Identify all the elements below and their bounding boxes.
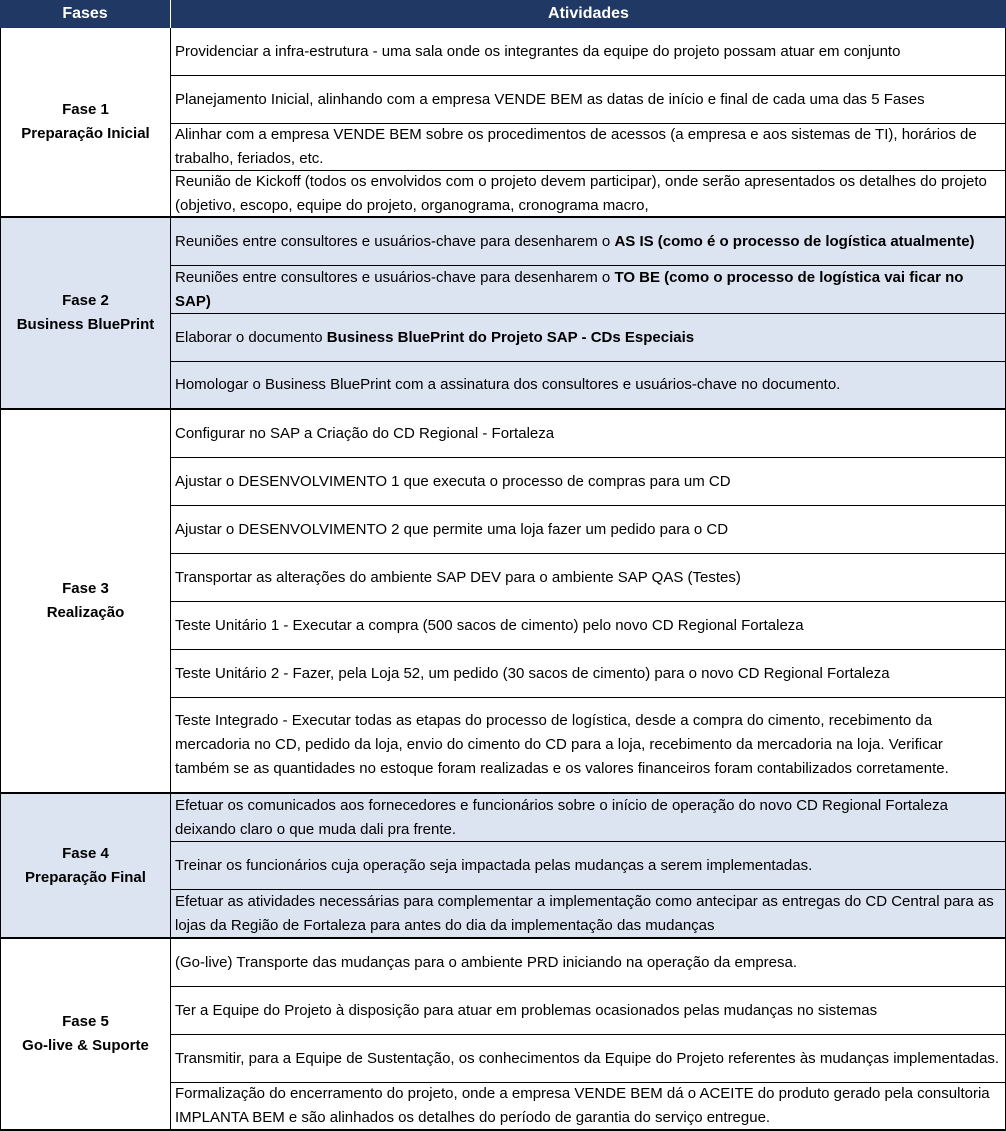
activity-text: Efetuar as atividades necessárias para complementar a implementação como antecipar as entregas do CD Central para as lojas da Região de Fortaleza para antes do dia da implementação das mudanças xyxy=(175,892,994,934)
phase-1-cell xyxy=(0,28,171,218)
phase-2-name: Fase 2 xyxy=(62,292,109,309)
activity-text: Configurar no SAP a Criação do CD Regional - Fortaleza xyxy=(175,424,555,442)
phase-4-cell xyxy=(0,794,171,939)
phase-5-subtitle: Go-live & Suporte xyxy=(22,1037,149,1054)
activity-row xyxy=(171,939,1006,987)
activity-text xyxy=(175,230,975,254)
phase-3-cell xyxy=(0,410,171,794)
header-atividades: Atividades xyxy=(171,0,1006,28)
activity-text: Reunião de Kickoff (todos os envolvidos com o projeto devem participar), onde serão apresentados os detalhes do projeto (objetivo, escopo, equipe do projeto, organograma, cronograma macro, xyxy=(175,172,987,214)
activity-text: Homologar o Business BluePrint com a assinatura dos consultores e usuários-chave no documento. xyxy=(175,376,841,393)
activity-row xyxy=(171,171,1006,218)
activity-text: Transmitir, para a Equipe de Sustentação, os conhecimentos da Equipe do Projeto referentes às mudanças implementadas. xyxy=(175,1049,1000,1067)
activity-text: Planejamento Inicial, alinhando com a empresa VENDE BEM as datas de início e final de cada uma das 5 Fases xyxy=(175,90,925,108)
activity-row xyxy=(171,76,1006,124)
phase-2-subtitle: Business BluePrint xyxy=(16,316,155,333)
activity-text-plain: Reuniões entre consultores e usuários-chave para desenharem o xyxy=(175,268,615,286)
activity-text: Ajustar o DESENVOLVIMENTO 1 que executa o processo de compras para um CD xyxy=(175,472,731,490)
activity-row xyxy=(171,698,1006,794)
phase-5-cell xyxy=(0,939,171,1131)
activity-row xyxy=(171,554,1006,602)
activity-text-plain: Reuniões entre consultores e usuários-chave para desenharem o xyxy=(175,232,615,250)
activity-text-bold: TO BE (como o processo de logística vai ficar no SAP) xyxy=(175,268,964,310)
activity-row xyxy=(171,410,1006,458)
activity-row xyxy=(171,266,1006,314)
activity-row xyxy=(171,1083,1006,1131)
phase-2-cell xyxy=(0,218,171,410)
activity-text: Teste Unitário 2 - Fazer, pela Loja 52, um pedido (30 sacos de cimento) para o novo CD Regional Fortaleza xyxy=(175,664,890,682)
activity-text: Efetuar os comunicados aos fornecedores e funcionários sobre o início de operação do novo CD Regional Fortaleza deixando claro o que muda dali pra frente. xyxy=(175,796,948,838)
header-fases: Fases xyxy=(0,0,171,28)
activity-text: Teste Integrado - Executar todas as etapas do processo de logística, desde a compra do cimento, recebimento da mercadoria no CD, pedido da loja, envio do cimento do CD para a loja, recebimento da mercadoria na loja. Verificar também se as quantidades no estoque foram realizadas e os valores financeiros foram contabilizados corretamente. xyxy=(175,712,949,777)
activity-text: Alinhar com a empresa VENDE BEM sobre os procedimentos de acessos (a empresa e aos sistemas de TI), horários de trabalho, feriados, etc. xyxy=(175,126,977,167)
activity-text: Formalização do encerramento do projeto, onde a empresa VENDE BEM dá o ACEITE do produto gerado pela consultoria IMPLANTA BEM e são alinhados os detalhes do período de garantia do serviço entregue. xyxy=(175,1085,990,1126)
activity-text xyxy=(175,266,1001,314)
activity-row xyxy=(171,124,1006,171)
activity-row xyxy=(171,314,1006,362)
phase-4-subtitle: Preparação Final xyxy=(25,868,146,886)
activity-text xyxy=(175,326,694,350)
activity-text: Ajustar o DESENVOLVIMENTO 2 que permite uma loja fazer um pedido para o CD xyxy=(175,520,729,538)
phase-1-name: Fase 1 xyxy=(62,101,109,118)
activity-row xyxy=(171,362,1006,410)
activity-text: (Go-live) Transporte das mudanças para o ambiente PRD iniciando na operação da empresa. xyxy=(175,953,798,971)
phase-5-name: Fase 5 xyxy=(62,1013,109,1030)
activity-text: Providenciar a infra-estrutura - uma sala onde os integrantes da equipe do projeto possam atuar em conjunto xyxy=(175,42,901,60)
activity-text: Treinar os funcionários cuja operação seja impactada pelas mudanças a serem implementadas. xyxy=(175,856,813,874)
activity-row xyxy=(171,650,1006,698)
activity-row xyxy=(171,842,1006,890)
activity-text: Ter a Equipe do Projeto à disposição para atuar em problemas ocasionados pelas mudanças no sistemas xyxy=(175,1001,878,1019)
activity-row xyxy=(171,28,1006,76)
activity-row xyxy=(171,1035,1006,1083)
phase-4-name: Fase 4 xyxy=(62,844,109,862)
activity-text-bold: AS IS (como é o processo de logística atualmente) xyxy=(614,232,975,250)
phase-3-subtitle: Realização xyxy=(46,604,125,621)
phase-3-name: Fase 3 xyxy=(62,580,109,597)
activity-row xyxy=(171,506,1006,554)
activity-row xyxy=(171,987,1006,1035)
activity-row xyxy=(171,218,1006,266)
activity-row xyxy=(171,602,1006,650)
activity-text-plain: Elaborar o documento xyxy=(175,328,327,346)
activity-row xyxy=(171,458,1006,506)
activity-row xyxy=(171,890,1006,939)
activity-text: Transportar as alterações do ambiente SAP DEV para o ambiente SAP QAS (Testes) xyxy=(175,568,741,586)
activity-row xyxy=(171,794,1006,842)
activity-text: Teste Unitário 1 - Executar a compra (500 sacos de cimento) pelo novo CD Regional Fortaleza xyxy=(175,616,804,634)
phase-1-subtitle: Preparação Inicial xyxy=(21,125,150,142)
activity-text-bold: Business BluePrint do Projeto SAP - CDs Especiais xyxy=(326,328,695,346)
